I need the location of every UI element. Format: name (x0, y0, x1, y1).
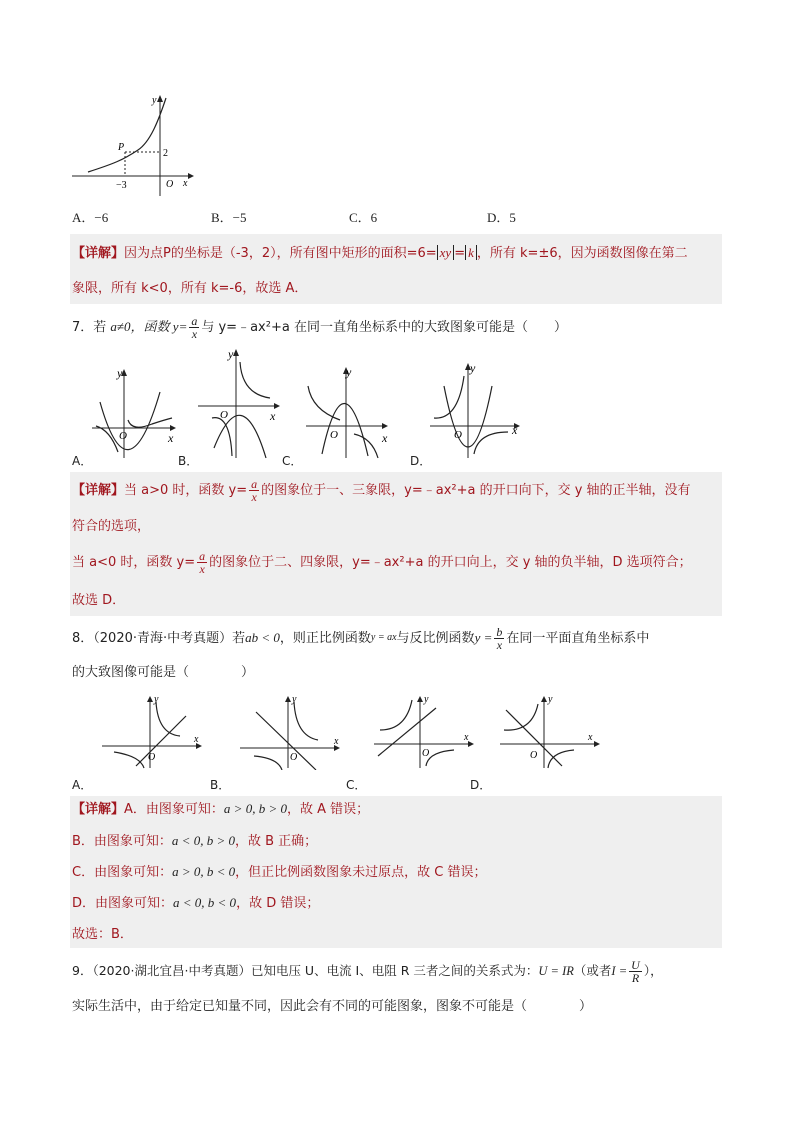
q7-d1-b: 的图象位于一、三象限，y=﹣ax²+a 的开口向下，交 y 轴的正半轴，没有 (261, 483, 691, 498)
q8-option-a: A． (72, 778, 93, 792)
q7b-y-label: y (228, 348, 234, 361)
q8-stem-line1 (72, 624, 649, 653)
q7-graph-a (88, 362, 188, 460)
q7-detail-line1 (72, 476, 691, 506)
q8-stem-line2: 的大致图像可能是（ ） (72, 665, 255, 680)
q9-frac-num: U (631, 958, 640, 972)
q8a-y-label: y (154, 694, 159, 705)
q7b-x-label: x (270, 409, 276, 423)
q8-dA-b: ，故 A 错误； (286, 802, 370, 817)
q7a-y-label: y (117, 366, 123, 380)
q9-stem-m1: U = IR (538, 964, 574, 978)
q9-stem-line2: 实际生活中，由于给定已知量不同，因此会有不同的可能图象，图象不可能是（ ） (72, 999, 593, 1014)
q8-dA-m: a > 0, b > 0 (223, 801, 287, 816)
q7b-origin-label: O (220, 409, 228, 421)
q9-stem-fraction (629, 959, 642, 984)
q8c-y-label: y (424, 694, 429, 705)
q8-dC-m: a > 0, b < 0 (172, 864, 236, 879)
q8b-x-label: x (334, 736, 339, 747)
q8-option-d: D． (470, 778, 492, 792)
q9-stem-b: （或者 (573, 963, 612, 978)
q8-stem-ab: ab < 0 (245, 630, 280, 645)
q8-detail-c (72, 863, 486, 882)
q8-detail-e: 故选：B． (72, 927, 133, 942)
q8-frac-den: x (496, 638, 503, 652)
q8-frac-num: b (496, 625, 503, 639)
q8-detail-tag: 【详解】 (72, 802, 125, 817)
q8-stem-a: 8．（2020·青海·中考真题）若 (72, 631, 246, 646)
q8b-origin-label: O (290, 752, 298, 763)
q7-frac-num: a (191, 314, 198, 328)
q7d-y-label: y (470, 361, 476, 375)
q8-detail-a (72, 800, 369, 819)
q7-option-c: C． (282, 454, 303, 468)
q7-d3-frac-num: a (199, 549, 206, 563)
q8b-y-label: y (292, 694, 297, 705)
q8-dD-a: D．由图象可知： (72, 896, 174, 911)
q8-option-b: B． (210, 778, 231, 792)
q6-detail-line2: 象限，所有 k<0，所有 k=-6，故选 A． (72, 281, 308, 296)
q8d-x-label: x (588, 732, 593, 743)
q8a-x-label: x (194, 734, 199, 745)
q7-detail-tag: 【详解】 (72, 483, 125, 498)
q7-d3-b: 的图象位于二、四象限，y=﹣ax²+a 的开口向上，交 y 轴的负半轴，D 选项符合； (209, 555, 692, 570)
q6-detail-eq: = (454, 246, 466, 261)
q7a-x-label: x (168, 431, 174, 445)
q8-detail-b (72, 832, 317, 851)
q6-graph (68, 92, 198, 200)
q7-d1-fraction (249, 478, 259, 503)
q7-detail-line2: 符合的选项， (72, 519, 151, 534)
q8c-x-label: x (464, 732, 469, 743)
q9-stem-c: ）， (643, 963, 663, 978)
q8-detail-d (72, 894, 319, 913)
q8-dD-b: ，故 D 错误； (236, 896, 320, 911)
q7-stem-rest: 与 y=﹣ax²+a 在同一直角坐标系中的大致图象可能是（ ） (201, 320, 567, 335)
q7-d3-frac-den: x (199, 562, 205, 576)
q8-dA-a: A．由图象可知： (124, 802, 224, 817)
q7-option-b: B． (178, 454, 199, 468)
q6-detail-line1 (72, 242, 688, 265)
q7c-y-label: y (346, 365, 352, 379)
q8-graph-d (498, 694, 602, 770)
q8-graph-a (100, 694, 204, 770)
q7-d1-frac-den: x (251, 490, 257, 504)
q6-option-a: A．−6 (72, 210, 109, 225)
q6-detail-text2: ，所有 k=±6，因为函数图像在第二 (476, 246, 688, 261)
q8-dB-b: ，故 B 正确； (234, 834, 318, 849)
q8d-y-label: y (548, 694, 553, 705)
q8-dB-m: a < 0, b > 0 (171, 833, 235, 848)
q8-stem-c: 与反比例函数 (396, 631, 475, 646)
q9-stem-line1 (72, 954, 663, 988)
q8-option-c: C． (346, 778, 367, 792)
q6-detail-k: k (465, 245, 477, 260)
q6-origin-label: O (166, 179, 174, 190)
q7d-x-label: x (512, 423, 518, 437)
q7-graph-d (428, 358, 528, 460)
q7-option-d: D． (410, 454, 432, 468)
q8-stem-fraction (494, 626, 504, 651)
q8-dC-b: ，但正比例函数图象未过原点，故 C 错误； (235, 865, 487, 880)
q7-stem-fraction (189, 315, 199, 340)
q6-option-d: D．5 (487, 210, 516, 225)
q7c-x-label: x (382, 431, 388, 445)
q7a-origin-label: O (119, 430, 127, 442)
q7-graph-c (302, 362, 402, 460)
q6-y-label: y (152, 95, 157, 106)
q8-stem-yax: y = ax (370, 632, 397, 643)
q8-dD-m: a < 0, b < 0 (173, 895, 237, 910)
q8-dC-a: C．由图象可知： (72, 865, 173, 880)
q9-frac-den: R (631, 971, 640, 985)
q6-minus3-label: −3 (116, 180, 127, 191)
q7c-origin-label: O (330, 429, 338, 441)
q7-graph-b (196, 348, 286, 460)
q9-stem-m2: I = (611, 964, 628, 978)
q7-detail-line4: 故选 D． (72, 593, 126, 608)
q8a-origin-label: O (148, 752, 156, 763)
q6-x-label: x (183, 178, 188, 189)
q6-detail-text1: 因为点P的坐标是（-3，2），所有图中矩形的面积=6= (124, 246, 437, 261)
q6-option-c: C．6 (349, 210, 378, 225)
q7-stem (72, 314, 567, 341)
q6-two-label: 2 (163, 148, 168, 159)
q8-graph-c (372, 694, 476, 770)
q6-option-b: B．−5 (211, 210, 247, 225)
q8-dB-a: B．由图象可知： (72, 834, 172, 849)
q7-d1-frac-num: a (251, 477, 258, 491)
q7-frac-den: x (191, 327, 198, 341)
q7-stem-num: 7．若 (72, 320, 107, 335)
q8-graph-b (238, 694, 342, 770)
q7-d3-fraction (197, 550, 207, 575)
q6-p-label: P (118, 142, 125, 153)
q7-d1-a: 当 a>0 时，函数 y= (124, 483, 248, 498)
q8-stem-y: y = (474, 630, 493, 645)
q7-stem-cond: a≠0，函数 y= (110, 319, 188, 334)
q9-stem-a: 9．（2020·湖北宜昌·中考真题）已知电压 U、电流 I、电阻 R 三者之间的关系式为： (72, 963, 539, 978)
q7-detail-line3 (72, 548, 692, 578)
q7-d3-a: 当 a<0 时，函数 y= (72, 555, 196, 570)
q6-detail-xy: xy (437, 245, 455, 260)
q8c-origin-label: O (422, 748, 430, 759)
q8-stem-d: 在同一平面直角坐标系中 (506, 631, 650, 646)
q7-option-a: A． (72, 454, 93, 468)
q6-detail-tag: 【详解】 (72, 246, 125, 261)
q8d-origin-label: O (530, 750, 538, 761)
q8-stem-b: ，则正比例函数 (279, 631, 371, 646)
q7d-origin-label: O (454, 429, 462, 441)
